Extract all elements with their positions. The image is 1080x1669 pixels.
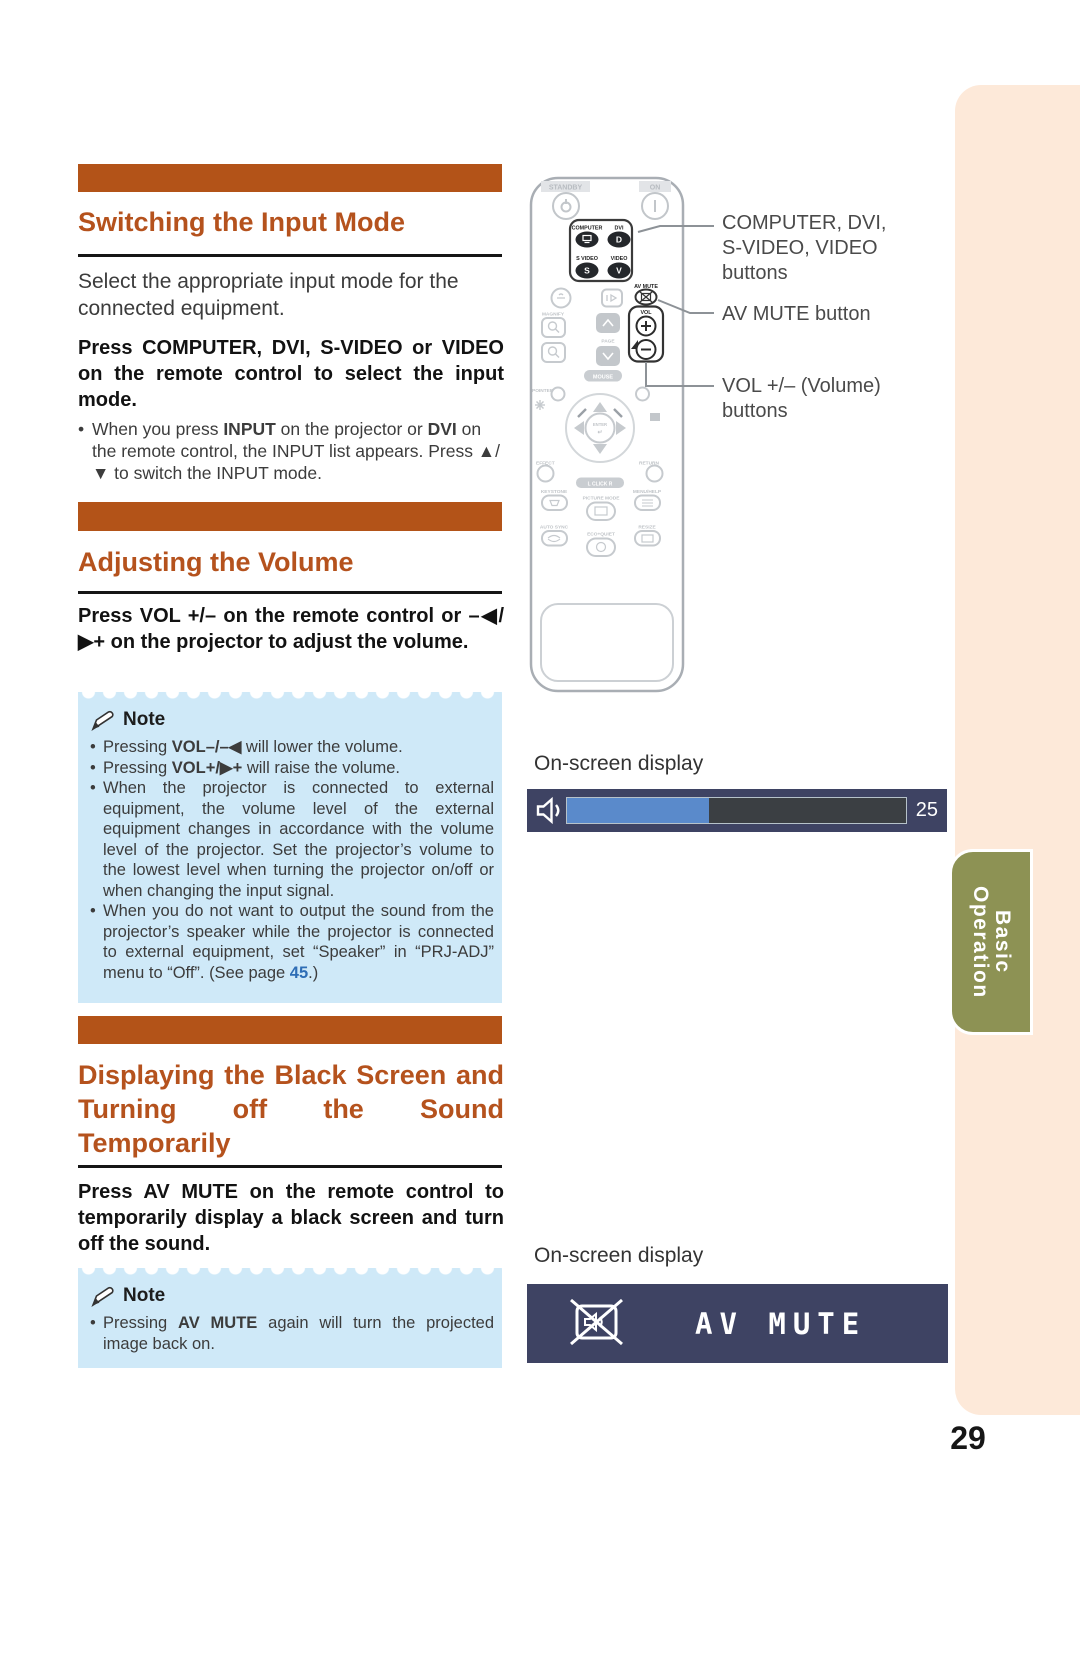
volume-value: 25 [915, 799, 938, 821]
volume-track [566, 797, 907, 824]
note-list [90, 1313, 494, 1354]
remote-control-illustration [529, 176, 685, 693]
spot-icon [650, 413, 660, 421]
osd-volume-bar [527, 789, 947, 832]
input-instruction: Press COMPUTER, DVI, S-VIDEO or VIDEO on the remote control to select the input mode. [78, 337, 504, 411]
page-up-button [596, 313, 620, 333]
note-item: • Pressing VOL–/–◀ will lower the volume. [90, 737, 494, 758]
section-bar [78, 1016, 502, 1044]
section-bar [78, 502, 502, 531]
av-mute-osd-text: AV MUTE [695, 1307, 867, 1341]
magnify-label: MAGNIFY [541, 312, 565, 318]
avmute-instruction: Press AV MUTE on the remote control to temporarily display a black screen and turn off the sound. [78, 1181, 504, 1255]
page-number: 29 [950, 1420, 986, 1456]
on-label: ON [649, 184, 661, 192]
laser-star-icon [535, 400, 545, 410]
osd-avmute-bar [527, 1284, 948, 1363]
computer-button [576, 232, 599, 248]
heading-rule [78, 591, 502, 594]
note-item: • Pressing VOL+/▶+ will raise the volume. [90, 758, 494, 779]
vol-label: VOL [640, 310, 652, 316]
eco-quiet-label: ECO+QUIET [587, 532, 615, 538]
note-item: • Pressing AV MUTE again will turn the projected image back on. [90, 1313, 494, 1354]
input-buttons-group [570, 220, 632, 281]
resize-label: RESIZE [638, 525, 656, 531]
page-label: PAGE [601, 339, 615, 345]
auto-sync-label: AUTO SYNC [539, 525, 569, 531]
vol-buttons-group [629, 307, 663, 362]
note-box-avmute [78, 1268, 502, 1368]
enter-label: ENTER [592, 422, 608, 427]
input-intro-text: Select the appropriate input mode for the connected equipment. [78, 270, 459, 320]
callout-av-mute-button: AV MUTE button [722, 303, 871, 325]
speaker-icon [535, 796, 565, 825]
note-label: Note [123, 1285, 166, 1306]
return-label: RETURN [639, 461, 659, 467]
s-video-label: S VIDEO [576, 256, 598, 262]
standby-label: STANDBY [548, 184, 583, 192]
note-box-volume [78, 692, 502, 1003]
section-title-avmute: Displaying the Black Screen and Turning off the Sound Temporarily [78, 1060, 504, 1158]
click-label: L CLICK R [587, 481, 613, 488]
osd-volume-caption: On-screen display [534, 752, 704, 775]
keystone-label: KEYSTONE [540, 490, 568, 495]
page-down-button [596, 346, 620, 366]
computer-label: COMPUTER [571, 225, 603, 232]
s-video-button-letter: S [584, 265, 590, 276]
menu-help-label: MENU/HELP [632, 490, 662, 495]
input-bullet: • When you press INPUT on the projector or DVI on the remote control, the INPUT list appears. Press ▲/▼ to switch the INPUT mode. [78, 418, 502, 484]
effect-label: EFFECT [536, 461, 555, 467]
heading-rule [78, 254, 502, 257]
chapter-tab-label: Basic Operation [969, 885, 1014, 999]
note-item: • When you do not want to output the sound from the projector’s speaker while the projector is connected to external equipment, set “Speaker” in “PRJ-ADJ” menu to “Off”. (See page 45.) [90, 901, 494, 983]
video-label: VIDEO [610, 256, 628, 262]
av-mute-label: AV MUTE [634, 284, 658, 290]
note-label: Note [123, 709, 166, 730]
section-bar [78, 164, 502, 192]
video-button-letter: V [616, 265, 622, 276]
callout-vol-buttons: VOL +/– (Volume) buttons [722, 375, 881, 422]
note-scalloped-edge [78, 1268, 502, 1280]
callout-input-buttons: COMPUTER, DVI, S-VIDEO, VIDEO buttons [722, 212, 887, 284]
volume-fill [567, 798, 709, 823]
pencil-note-icon [90, 709, 116, 731]
section-edge-strip [955, 85, 1080, 1415]
heading-rule [78, 1165, 502, 1168]
mouse-label: MOUSE [592, 374, 614, 381]
section-title-volume: Adjusting the Volume [78, 547, 354, 577]
note-list [90, 737, 494, 983]
adjustment-dpad [566, 394, 634, 462]
dvi-button-letter: D [615, 234, 623, 245]
dvi-label: DVI [614, 225, 624, 232]
osd-avmute-caption: On-screen display [534, 1244, 704, 1267]
input-bullets [78, 418, 502, 484]
av-mute-icon [569, 1297, 627, 1349]
note-scalloped-edge [78, 692, 502, 704]
section-title-input: Switching the Input Mode [78, 207, 405, 237]
pencil-note-icon [90, 1285, 116, 1307]
enter-button [586, 414, 615, 443]
note-item: • When the projector is connected to external equipment, the volume level of the external equipment changes in accordance with the volume level of the projector. Set the projector’s volume to the lowest level when turning the projector on/off or when changing the input signal. [90, 778, 494, 901]
volume-instruction: Press VOL +/– on the remote control or –◀/▶+ on the projector to adjust the volume. [78, 605, 504, 653]
av-mute-button [636, 290, 657, 305]
chapter-tab-basic-operation [949, 849, 1033, 1035]
picture-mode-label: PICTURE MODE [582, 496, 620, 502]
pointer-label: POINTER [532, 389, 554, 394]
enter-return-icon: ↵ [597, 430, 603, 436]
